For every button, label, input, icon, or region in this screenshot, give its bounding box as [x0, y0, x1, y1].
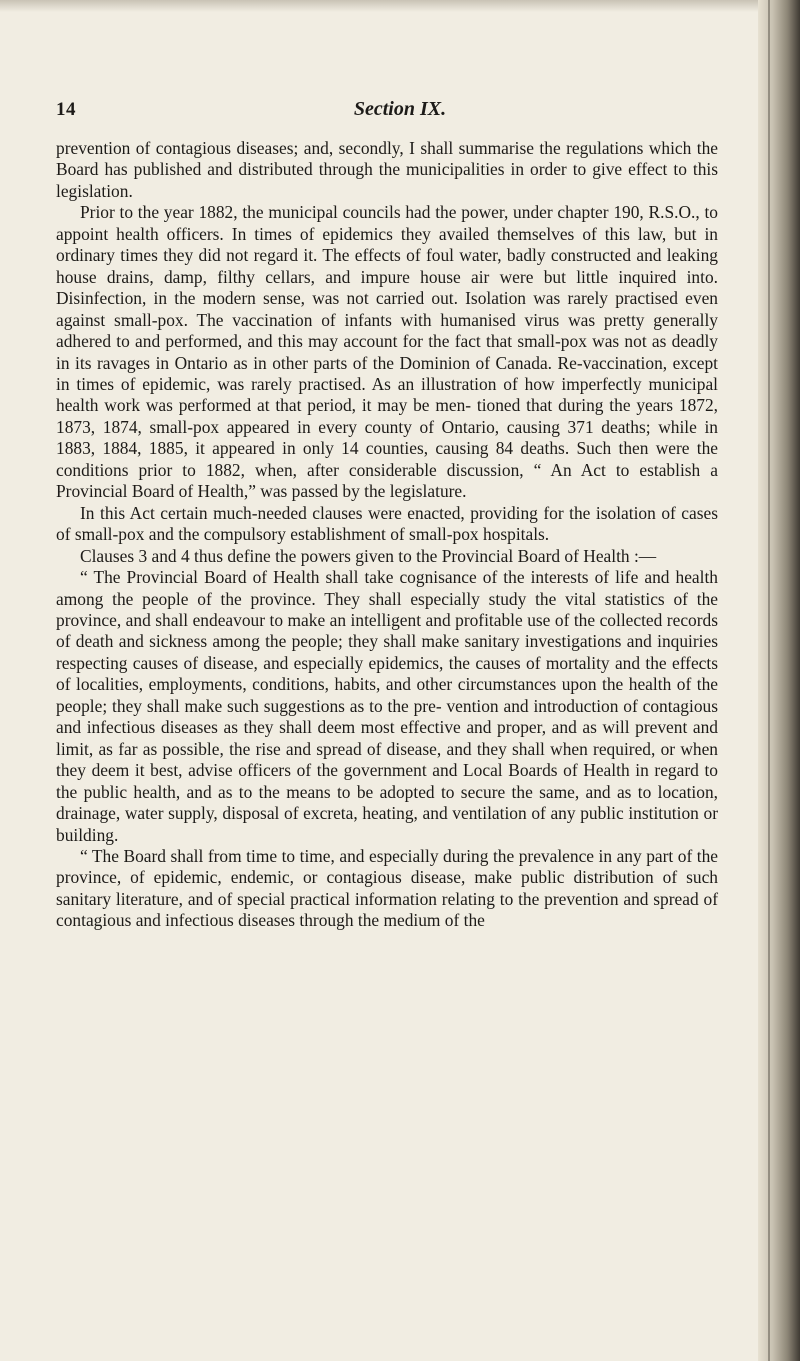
- paragraph-prior-to-1882: Prior to the year 1882, the municipal councils had the power, under chapter 190, R.S.O., to appoint health officers. In times of epidemics they availed themselves of this law, but in ordinary times they did not regard it. The effects of foul water, badly constructed and leaking house drains, damp, filthy cellars, and impure house air were but little inquired into. Disinfection, in the modern sense, was not carried out. Isolation was rarely practised even against small-pox. The vaccination of infants with humanised virus was pretty generally adhered to and performed, and this may account for the fact that small-pox was not as deadly in its ravages in Ontario as in other parts of the Dominion of Canada. Re-vaccination, except in times of epidemic, was rarely practised. As an illustration of how imperfectly municipal health work was performed at that period, it may be men- tioned that during the years 1872, 1873, 1874, small-pox appeared in every county of Ontario, causing 371 deaths; while in 1883, 1884, 1885, it appeared in only 14 counties, causing 84 deaths. Such then were the conditions prior to 1882, when, after considerable discussion, “ An Act to establish a Provincial Board of Health,” was passed by the legislature.: [56, 202, 718, 502]
- paragraph-quoted-clause-3: “ The Provincial Board of Health shall take cognisance of the interests of life and health among the people of the province. They shall especially study the vital statistics of the province, and shall endeavour to make an intelligent and profitable use of the collected records of death and sickness among the people; they shall make sanitary investigations and inquiries respecting causes of disease, and especially epidemics, the causes of mortality and the effects of localities, employments, conditions, habits, and other circumstances upon the health of the people; they shall make such suggestions as to the pre- vention and introduction of contagious and infectious diseases as they shall deem most effective and proper, and as will prevent and limit, as far as possible, the rise and spread of disease, and they shall when required, or when they deem it best, advise officers of the government and Local Boards of Health in regard to the public health, and as to the means to be adopted to secure the same, and as to location, drainage, water supply, disposal of excreta, heating, and ventilation of any public institution or building.: [56, 567, 718, 845]
- paragraph-act-clauses: In this Act certain much-needed clauses were enacted, providing for the isolation of cases of small-pox and the compulsory establishment of small-pox hospitals.: [56, 502, 718, 545]
- paragraph-quoted-clause-4: “ The Board shall from time to time, and especially during the prevalence in any part of the province, of epidemic, endemic, or contagious disease, make public distribution of such sanitary literature, and of special practical information relating to the prevention and spread of contagious and infectious diseases through the medium of the: [56, 845, 718, 931]
- running-title: Section IX.: [353, 98, 447, 120]
- page-number: 14: [56, 99, 76, 120]
- body-text: [56, 138, 718, 932]
- book-binding-edge: [758, 0, 800, 1361]
- paragraph-continuation: prevention of contagious diseases; and, secondly, I shall summarise the regulations which the Board has published and distributed through the municipalities in order to give effect to this legislation.: [56, 138, 718, 201]
- paragraph-clauses-3-4: Clauses 3 and 4 thus define the powers given to the Provincial Board of Health :—: [80, 545, 657, 566]
- binding-fold-line: [768, 0, 770, 1361]
